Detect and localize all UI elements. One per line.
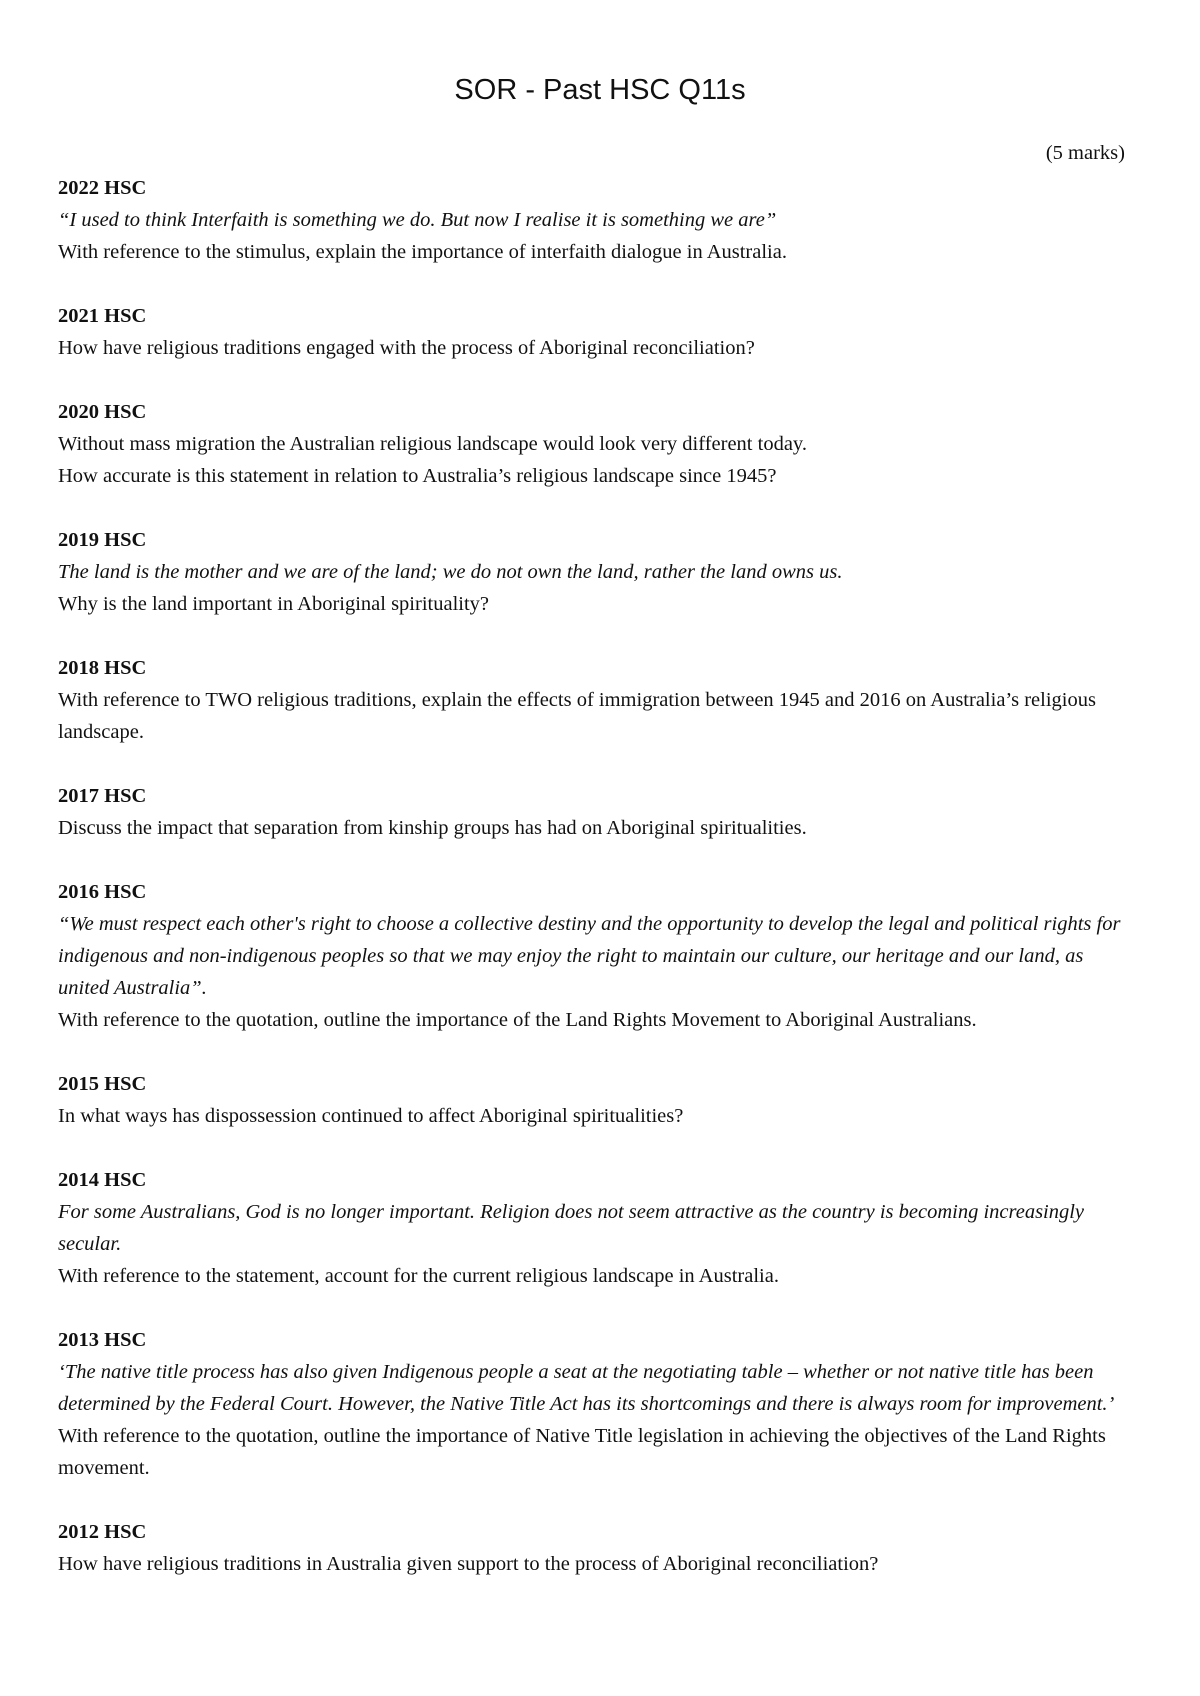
question-year: 2015 HSC xyxy=(58,1073,147,1095)
question-stimulus: ‘The native title process has also given Indigenous people a seat at the negotiating table – whether or not native title has been determined by the Federal Court. However, the Native Title Act has its shortcomings and there is always room for improvement.’ xyxy=(58,1361,1115,1415)
question-text: With reference to the statement, account for the current religious landscape in Australia. xyxy=(58,1265,779,1287)
question-year: 2019 HSC xyxy=(58,529,147,551)
question-text: With reference to the stimulus, explain the importance of interfaith dialogue in Australia. xyxy=(58,241,787,263)
question-item xyxy=(58,780,1130,844)
question-text: Discuss the impact that separation from kinship groups has had on Aboriginal spiritualities. xyxy=(58,817,807,839)
question-item xyxy=(58,1516,1130,1580)
question-year: 2016 HSC xyxy=(58,881,147,903)
question-item xyxy=(58,1068,1130,1132)
question-year: 2012 HSC xyxy=(58,1521,147,1543)
question-year: 2020 HSC xyxy=(58,401,147,423)
question-year: 2021 HSC xyxy=(58,305,147,327)
question-text: With reference to the quotation, outline the importance of the Land Rights Movement to Aboriginal Australians. xyxy=(58,1009,977,1031)
question-stimulus: “We must respect each other's right to choose a collective destiny and the opportunity to develop the legal and political rights for indigenous and non-indigenous peoples so that we may enjoy the right to maintain our culture, our heritage and our land, as united Australia”. xyxy=(58,913,1121,999)
question-item xyxy=(58,172,1130,268)
question-stimulus: The land is the mother and we are of the land; we do not own the land, rather the land owns us. xyxy=(58,561,843,583)
question-item xyxy=(58,396,1130,492)
marks-label: (5 marks) xyxy=(1045,142,1125,164)
question-stimulus: For some Australians, God is no longer important. Religion does not seem attractive as the country is becoming increasingly secular. xyxy=(58,1201,1085,1255)
question-text: Without mass migration the Australian religious landscape would look very different today. xyxy=(58,433,807,455)
question-list xyxy=(58,172,1130,1612)
question-text: With reference to TWO religious traditions, explain the effects of immigration between 1945 and 2016 on Australia’s religious landscape. xyxy=(58,689,1096,743)
question-year: 2022 HSC xyxy=(58,177,147,199)
page-title: SOR - Past HSC Q11s xyxy=(454,74,746,106)
question-item xyxy=(58,524,1130,620)
question-text: How accurate is this statement in relation to Australia’s religious landscape since 1945? xyxy=(58,465,777,487)
question-text: With reference to the quotation, outline the importance of Native Title legislation in achieving the objectives of the Land Rights movement. xyxy=(58,1425,1106,1479)
question-text: How have religious traditions in Australia given support to the process of Aboriginal reconciliation? xyxy=(58,1553,879,1575)
question-item xyxy=(58,876,1130,1036)
question-item xyxy=(58,300,1130,364)
question-text: In what ways has dispossession continued to affect Aboriginal spiritualities? xyxy=(58,1105,684,1127)
question-text: Why is the land important in Aboriginal spirituality? xyxy=(58,593,490,615)
question-item xyxy=(58,1324,1130,1484)
question-text: How have religious traditions engaged with the process of Aboriginal reconciliation? xyxy=(58,337,755,359)
question-item xyxy=(58,1164,1130,1292)
question-year: 2013 HSC xyxy=(58,1329,147,1351)
question-year: 2017 HSC xyxy=(58,785,147,807)
question-year: 2014 HSC xyxy=(58,1169,147,1191)
question-item xyxy=(58,652,1130,748)
question-stimulus: “I used to think Interfaith is something we do. But now I realise it is something we are” xyxy=(58,209,777,231)
question-year: 2018 HSC xyxy=(58,657,147,679)
